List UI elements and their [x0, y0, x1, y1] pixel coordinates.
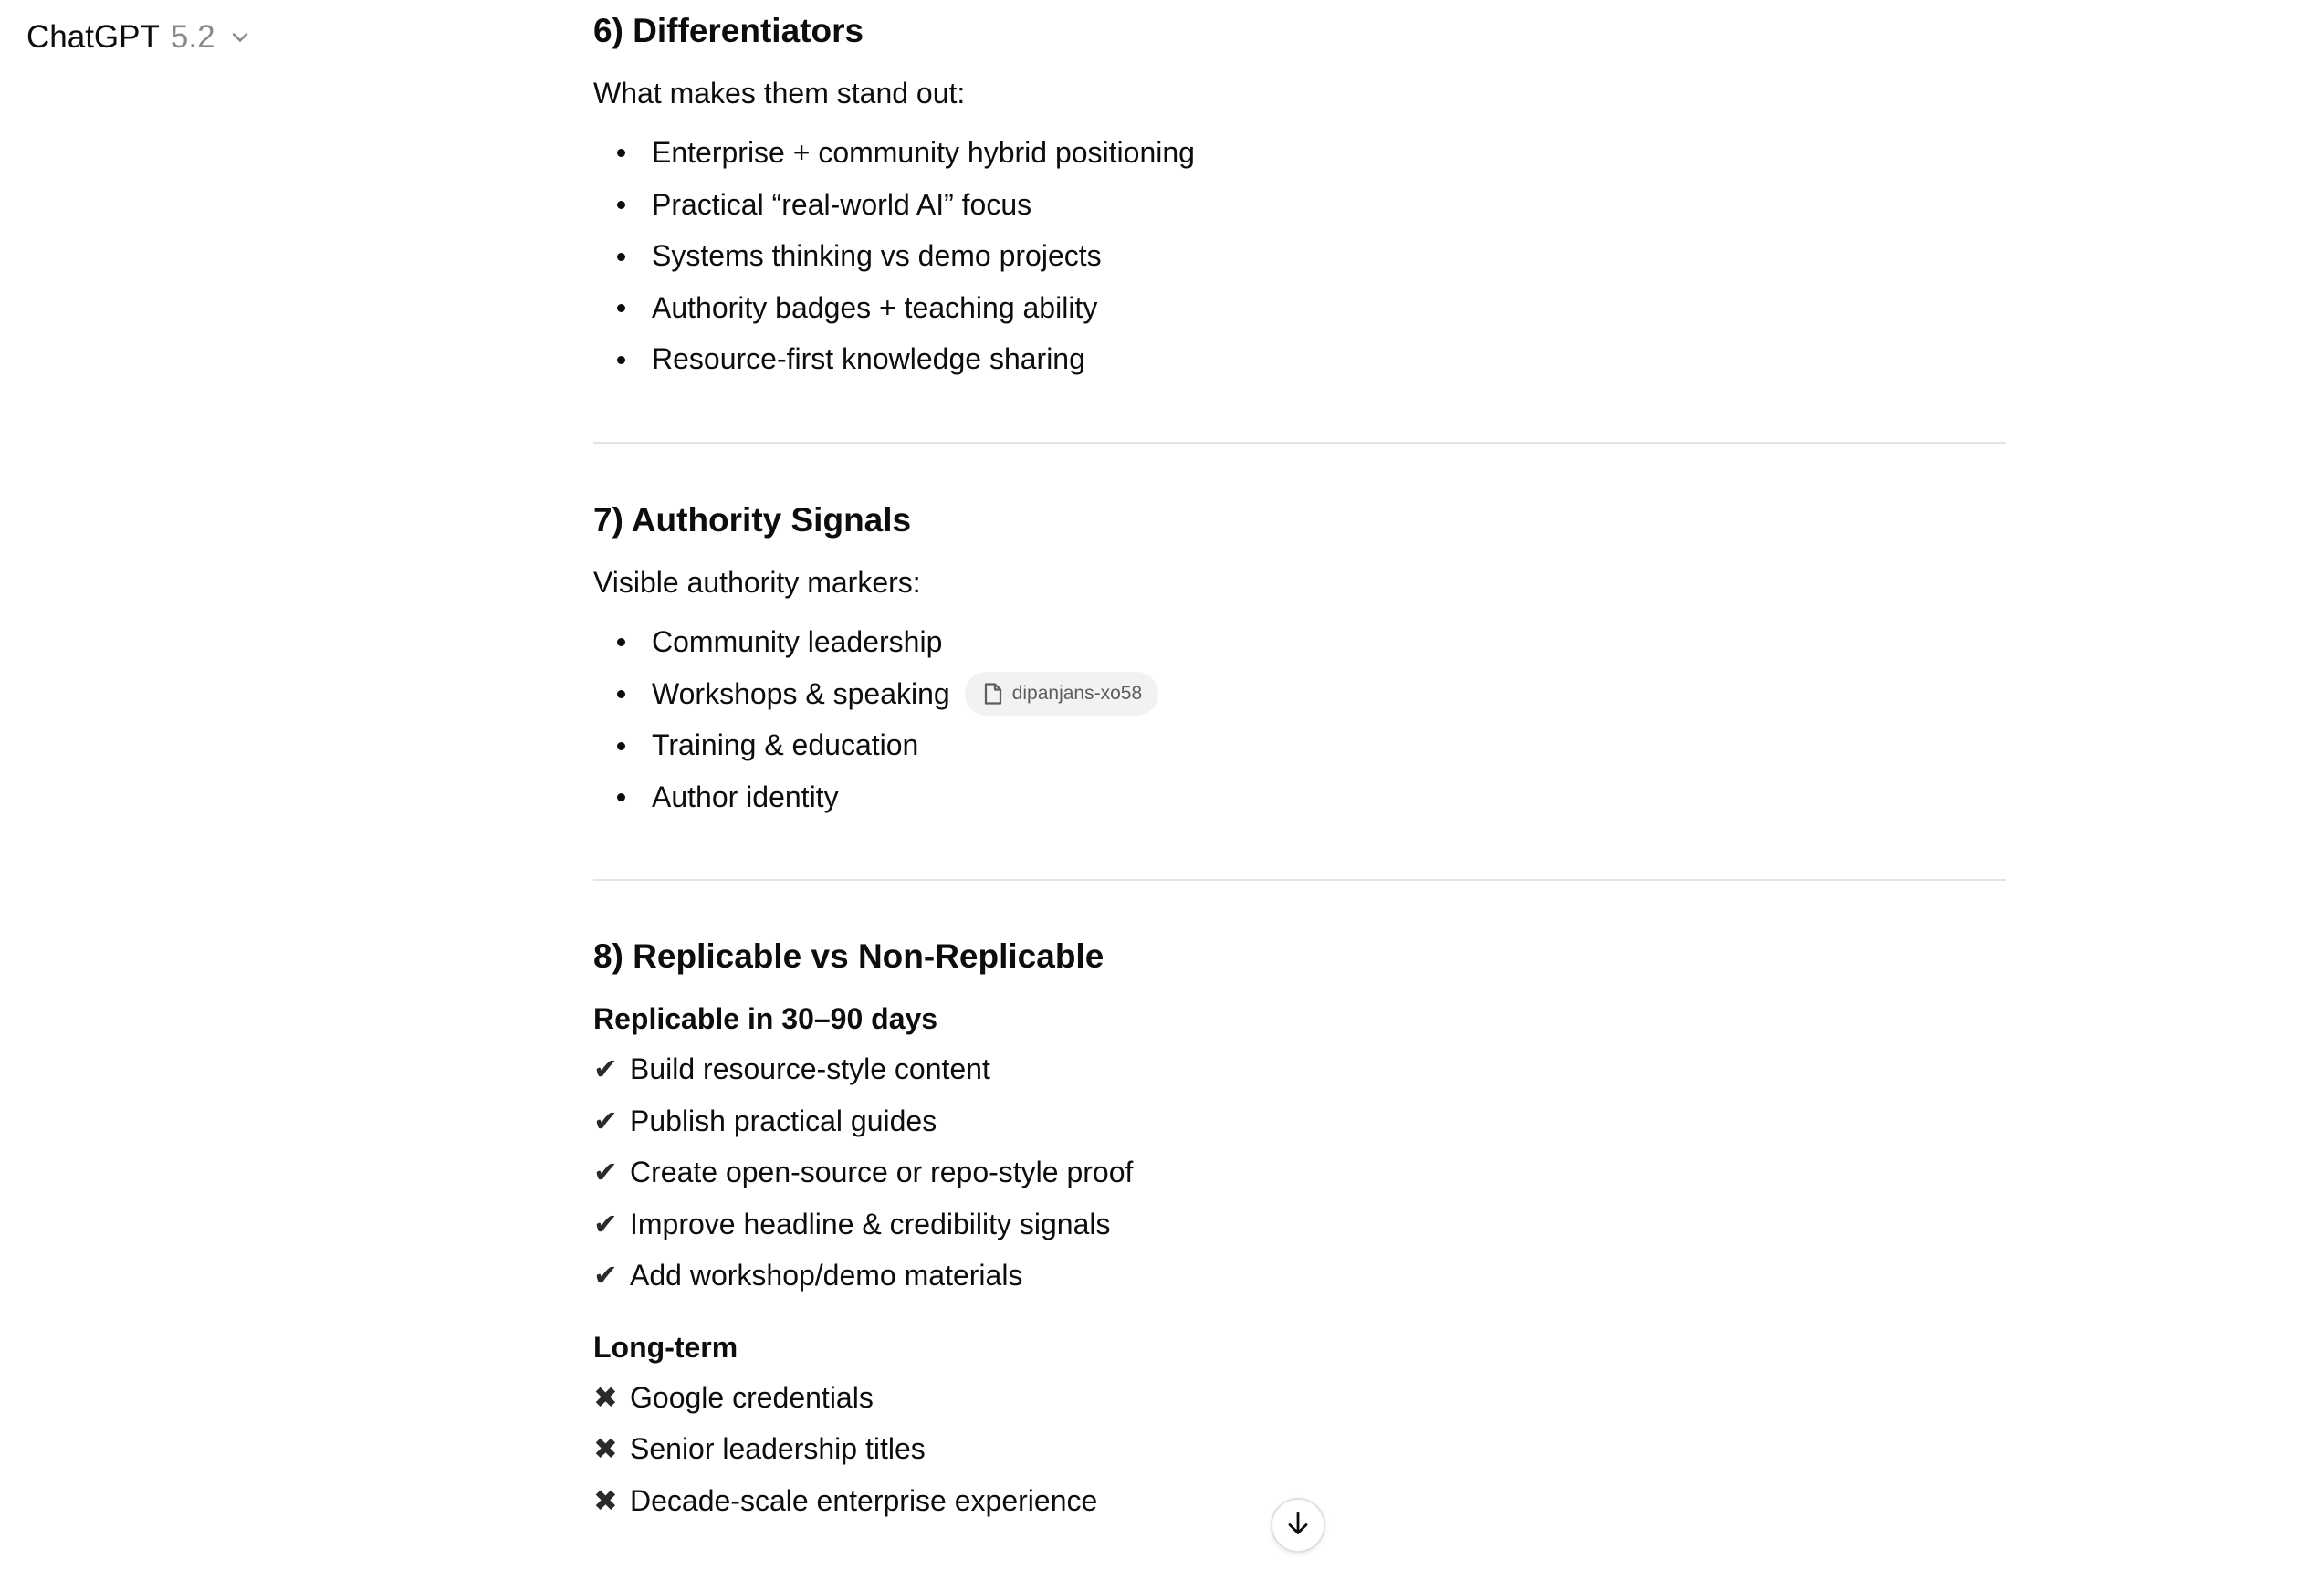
list-item	[593, 1146, 1133, 1198]
long-term-title: Long-term	[593, 1331, 738, 1365]
section-replicable	[593, 937, 1133, 1527]
list-item	[593, 668, 1158, 720]
long-term-list	[593, 1372, 1133, 1527]
section-differentiators	[593, 11, 2006, 385]
conversation-content	[593, 0, 2006, 1518]
replicable-title: Replicable in 30–90 days	[593, 1002, 938, 1036]
list-item	[593, 1475, 1133, 1527]
checkmark-icon: ✔	[593, 1052, 618, 1086]
bullet-list	[593, 616, 1158, 822]
list-item	[593, 1372, 1133, 1424]
list-item	[593, 1043, 1133, 1095]
checkmark-icon: ✔	[593, 1259, 618, 1293]
section-divider	[593, 442, 2006, 444]
list-item-text: Senior leadership titles	[630, 1432, 926, 1466]
cross-icon: ✖	[593, 1484, 618, 1518]
list-item	[593, 1251, 1133, 1303]
list-item: Practical “real-world AI” focus	[593, 179, 2006, 231]
list-item: Community leadership	[593, 616, 1158, 668]
list-item: Author identity	[593, 771, 1158, 823]
cross-icon: ✖	[593, 1432, 618, 1466]
checkmark-icon: ✔	[593, 1156, 618, 1189]
list-item-text: Build resource-style content	[630, 1052, 990, 1086]
list-item: Authority badges + teaching ability	[593, 282, 2006, 334]
replicable-list	[593, 1043, 1133, 1302]
list-item-text: Publish practical guides	[630, 1104, 937, 1137]
arrow-down-icon	[1283, 1509, 1313, 1543]
model-version: 5.2	[170, 19, 215, 55]
scroll-to-bottom-button[interactable]	[1271, 1498, 1325, 1553]
list-item	[593, 1198, 1133, 1251]
list-item-text: Workshops & speaking	[652, 676, 950, 710]
list-item: Training & education	[593, 719, 1158, 771]
section-divider	[593, 879, 2006, 881]
list-item	[593, 1095, 1133, 1147]
list-item-text: Decade-scale enterprise experience	[630, 1484, 1098, 1518]
cross-icon: ✖	[593, 1380, 618, 1414]
section-heading: 7) Authority Signals	[593, 501, 912, 539]
chevron-down-icon	[228, 26, 252, 49]
citation-chip[interactable]	[965, 672, 1158, 716]
section-intro: What makes them stand out:	[593, 77, 966, 110]
section-authority-signals	[593, 500, 1158, 823]
list-item	[593, 1424, 1133, 1476]
list-item: Resource-first knowledge sharing	[593, 334, 2006, 386]
list-item-text: Create open-source or repo-style proof	[630, 1156, 1134, 1189]
section-heading: 6) Differentiators	[593, 12, 864, 49]
section-heading: 8) Replicable vs Non-Replicable	[593, 937, 1104, 975]
bullet-list	[593, 127, 2006, 385]
app-name: ChatGPT	[26, 19, 160, 55]
list-item: Enterprise + community hybrid positioning	[593, 127, 2006, 179]
list-item-text: Improve headline & credibility signals	[630, 1207, 1111, 1240]
list-item: Systems thinking vs demo projects	[593, 230, 2006, 282]
document-icon	[983, 682, 1003, 706]
model-selector[interactable]	[26, 16, 252, 58]
checkmark-icon: ✔	[593, 1207, 618, 1240]
citation-label: dipanjans-xo58	[1011, 683, 1143, 705]
list-item-text: Add workshop/demo materials	[630, 1259, 1023, 1293]
checkmark-icon: ✔	[593, 1104, 618, 1137]
list-item-text: Google credentials	[630, 1380, 874, 1414]
section-intro: Visible authority markers:	[593, 566, 921, 600]
